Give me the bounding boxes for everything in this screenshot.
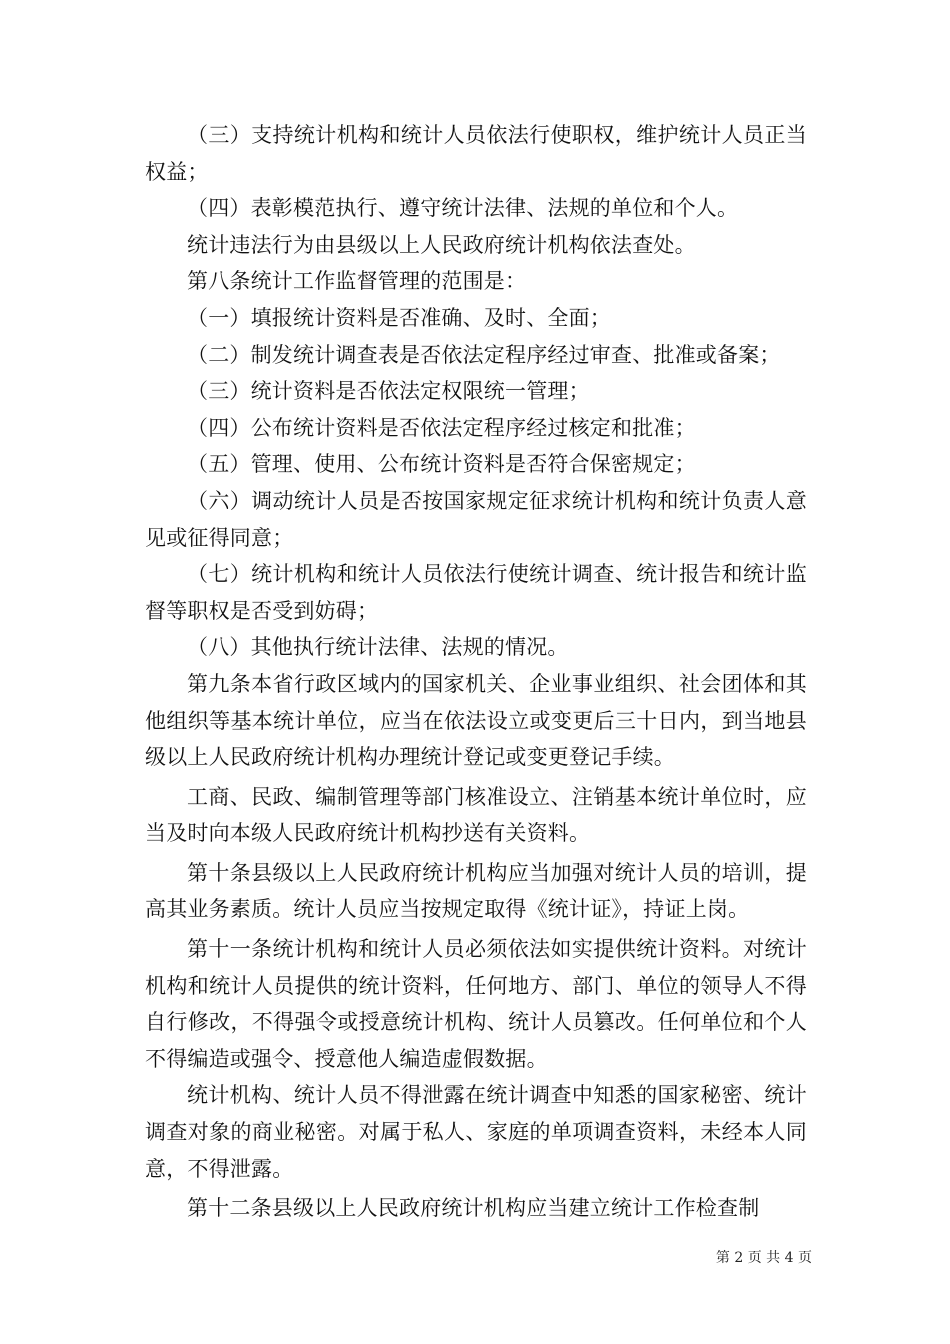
article-8-item-8: （八）其他执行统计法律、法规的情况。 <box>187 635 569 660</box>
article-8-item-5: （五）管理、使用、公布统计资料是否符合保密规定； <box>187 452 696 477</box>
paragraph-item-4: （四）表彰模范执行、遵守统计法律、法规的单位和个人。 <box>187 196 739 221</box>
article-9: 第九条本省行政区域内的国家机关、企业事业组织、社会团体和其他组织等基本统计单位，应当在依法设立或变更后三十日内，到当地县级以上人民政府统计机构办理统计登记或变更登记手续。 <box>145 671 807 770</box>
article-8-item-6: （六）调动统计人员是否按国家规定征求统计机构和统计负责人意见或征得同意； <box>145 488 807 550</box>
document-body <box>145 117 807 1227</box>
article-11: 第十一条统计机构和统计人员必须依法如实提供统计资料。对统计机构和统计人员提供的统计资料，任何地方、部门、单位的领导人不得自行修改，不得强令或授意统计机构、统计人员篡改。任何单位和个人不得编造或强令、授意他人编造虚假数据。 <box>145 937 807 1071</box>
article-9-paragraph-2: 工商、民政、编制管理等部门核准设立、注销基本统计单位时，应当及时向本级人民政府统计机构抄送有关资料。 <box>145 784 807 846</box>
article-12: 第十二条县级以上人民政府统计机构应当建立统计工作检查制 <box>187 1196 760 1221</box>
paragraph-enforcement: 统计违法行为由县级以上人民政府统计机构依法查处。 <box>187 232 696 257</box>
article-8-item-3: （三）统计资料是否依法定权限统一管理； <box>187 379 590 404</box>
article-8-heading: 第八条统计工作监督管理的范围是： <box>187 269 527 294</box>
paragraph-item-3: （三）支持统计机构和统计人员依法行使职权，维护统计人员正当权益； <box>145 123 807 184</box>
article-8-item-2: （二）制发统计调查表是否依法定程序经过审查、批准或备案； <box>187 342 781 367</box>
article-8-item-1: （一）填报统计资料是否准确、及时、全面； <box>187 305 611 330</box>
article-8-item-4: （四）公布统计资料是否依法定程序经过核定和批准； <box>187 415 696 440</box>
article-10: 第十条县级以上人民政府统计机构应当加强对统计人员的培训，提高其业务素质。统计人员应当按规定取得《统计证》，持证上岗。 <box>145 860 807 922</box>
page-number: 第 2 页 共 4 页 <box>715 1250 812 1266</box>
article-11-paragraph-2: 统计机构、统计人员不得泄露在统计调查中知悉的国家秘密、统计调查对象的商业秘密。对属于私人、家庭的单项调查资料，未经本人同意，不得泄露。 <box>145 1083 807 1181</box>
article-8-item-7: （七）统计机构和统计人员依法行使统计调查、统计报告和统计监督等职权是否受到妨碍； <box>145 562 807 623</box>
